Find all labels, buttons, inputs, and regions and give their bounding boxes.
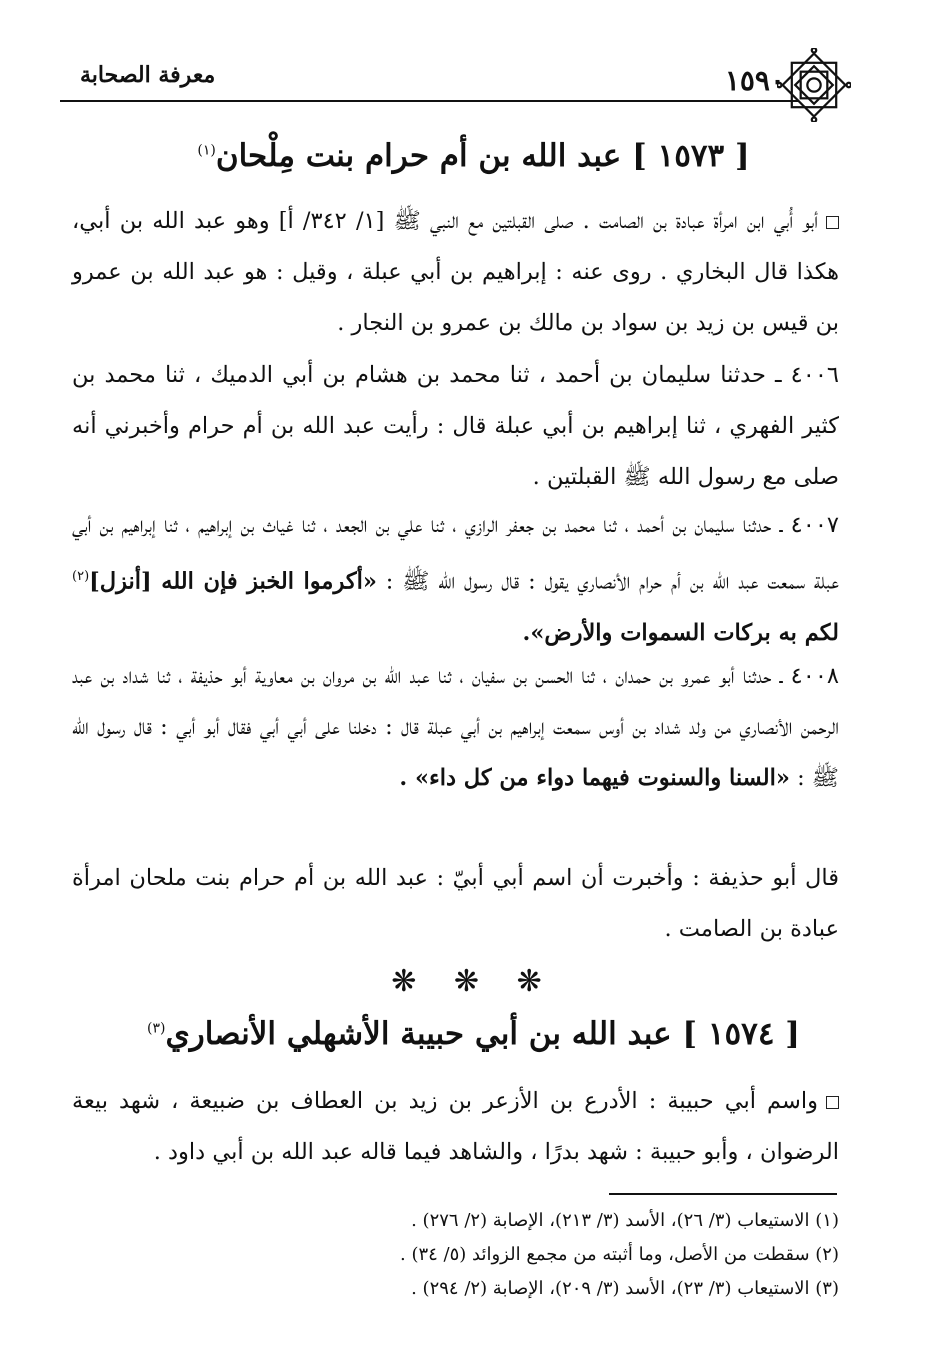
biography-paragraph	[72, 196, 839, 349]
hadith-quote: «أكرموا الخبز فإن الله [أنزل]	[89, 568, 377, 595]
footnote-3: (٣) الاستيعاب (٣/ ٢٣)، الأسد (٣/ ٢٠٩)، الإصابة (٢/ ٢٩٤) .	[411, 1278, 839, 1299]
paragraph-marker-icon	[826, 1096, 839, 1109]
closing-text: قال أبو حذيفة : وأخبرت أن اسم أبي أبيّ : عبد الله بن أم حرام بنت ملحان امرأة عبادة بن الصامت .	[72, 865, 839, 942]
biography-text: واسم أبي حبيبة : الأدرع بن الأزعر بن زيد بن العطاف بن ضبيعة ، شهد بيعة الرضوان ، وأبو حبيبة : شهد بدرًا ، والشاهد فيما قاله عبد الله بن أبي داود .	[72, 1088, 839, 1165]
running-header-title: معرفة الصحابة	[80, 62, 216, 88]
footnote-1: (١) الاستيعاب (٣/ ٢٦)، الأسد (٣/ ٢١٣)، الإصابة (٢/ ٢٧٦) .	[411, 1210, 839, 1231]
hadith-text: ٤٠٠٦ ـ حدثنا سليمان بن أحمد ، ثنا محمد بن هشام بن أبي الدميك ، ثنا محمد بن كثير الفهري ، ثنا إبراهيم بن أبي عبلة قال : رأيت عبد الله بن أم حرام وأخبرني أنه صلى مع رسول الله ﷺ القبلتين .	[72, 362, 839, 490]
footnote-2: (٢) سقطت من الأصل، وما أثبته من مجمع الزوائد (٥/ ٣٤) .	[400, 1244, 839, 1265]
hadith-text: ٤٠٠٧ ـ حدثنا سليمان بن أحمد ، ثنا محمد بن جعفر الرازي ، ثنا علي بن الجعد ، ثنا غياث بن إبراهيم ، ثنا إبراهيم بن أبي عبلة سمعت عبد الله بن أم حرام الأنصاري يقول : قال رسول الله ﷺ :	[72, 512, 839, 595]
hadith-quote: «السنا والسنوت فيهما دواء من كل داء» .	[399, 765, 790, 791]
hadith-4007	[72, 500, 839, 659]
section-title-1574	[70, 1016, 877, 1052]
biography-paragraph	[72, 1076, 839, 1178]
section-title-text: [ ١٥٧٤ ] عبد الله بن أبي حبيبة الأشهلي الأنصاري	[165, 1016, 800, 1052]
footnote-ref: (٢)	[72, 569, 90, 584]
closing-note	[72, 853, 839, 955]
page-number: ١٥٩٠	[724, 64, 785, 97]
biography-text: أبو أُبي ابن امرأة عبادة بن الصامت . صلى القبلتين مع النبي ﷺ [١/ ٣٤٢/ أ] وهو عبد الله بن أبي، هكذا قال البخاري . روى عنه : إبراهيم بن أبي عبلة ، وقيل : هو عبد الله بن عمرو بن قيس بن زيد بن سواد بن مالك بن عمرو بن النجار .	[72, 208, 839, 336]
header-rule	[60, 100, 799, 102]
paragraph-marker-icon	[826, 216, 839, 229]
octagram-ornament-icon	[777, 48, 851, 122]
section-title-text: [ ١٥٧٣ ] عبد الله بن أم حرام بنت مِلْحان	[215, 138, 750, 174]
hadith-4008	[72, 651, 839, 804]
footnotes	[280, 1204, 839, 1306]
footnote-ref: (٣)	[147, 1020, 166, 1037]
section-title-1573	[70, 138, 877, 174]
section-separator: ❋ ❋ ❋	[391, 964, 556, 999]
hadith-quote-end: لكم به بركات السموات والأرض».	[522, 619, 839, 646]
footnote-ref: (١)	[197, 142, 216, 159]
hadith-4006	[72, 350, 839, 503]
footnote-rule	[609, 1193, 837, 1195]
hadith-text: ٤٠٠٨ ـ حدثنا أبو عمرو بن حمدان ، ثنا الحسن بن سفيان ، ثنا عبد الله بن مروان بن معاوية أبو حذيفة ، ثنا شداد بن عبد الرحمن الأنصاري من ولد شداد بن أوس سمعت إبراهيم بن أبي عبلة قال : دخلنا على أبي أبي فقال أبو أبي : قال رسول الله ﷺ :	[72, 663, 839, 791]
